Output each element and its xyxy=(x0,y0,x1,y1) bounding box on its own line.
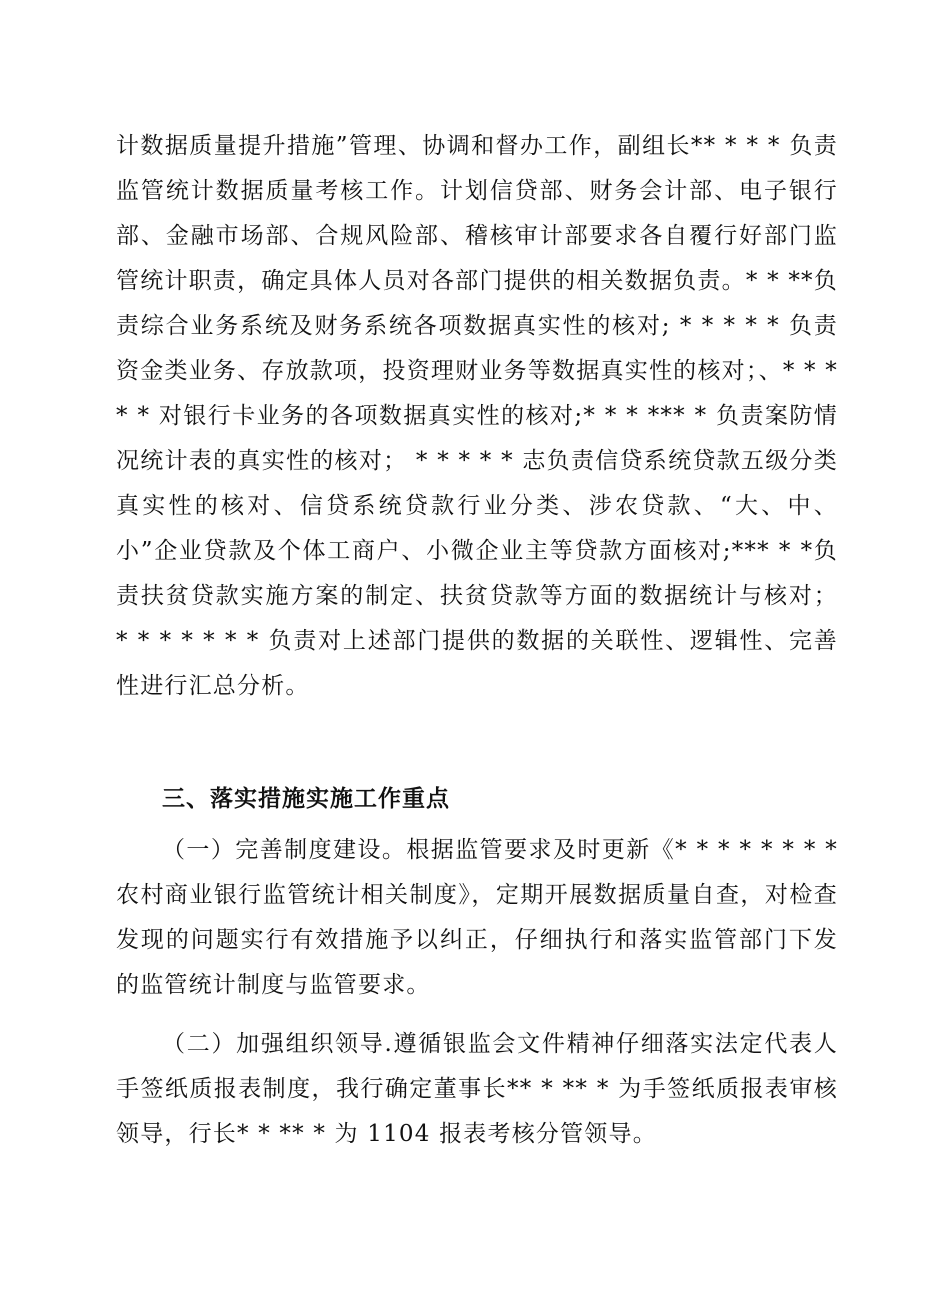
section-heading: 三、落实措施实施工作重点 xyxy=(162,786,450,812)
paragraph-item-two: （二）加强组织领导.遵循银监会文件精神仔细落实法定代表人手签纸质报表制度，我行确定董事长** * ** * 为手签纸质报表审核领导，行长* * ** * 为 1104 报表考核分管领导。 xyxy=(116,1031,838,1147)
paragraph-item-one: （一）完善制度建设。根据监管要求及时更新《* * * * * * * *农村商业银行监管统计相关制度》，定期开展数据质量自查，对检查发现的问题实行有效措施予以纠正，仔细执行和落实监管部门下发的监管统计制度与监管要求。 xyxy=(116,837,838,998)
paragraph-responsibilities: 计数据质量提升措施”管理、协调和督办工作，副组长** * * * 负责监管统计数据质量考核工作。计划信贷部、财务会计部、电子银行部、金融市场部、合规风险部、稽核审计部要求各自覆行好部门监管统计职责，确定具体人员对各部门提供的相关数据负责。* * **负责综合业务系统及财务系统各项数据真实性的核对; * * * * * 负责资金类业务、存放款项，投资理财业务等数据真实性的核对；、* * * * * 对银行卡业务的各项数据真实性的核对;* * * *** * 负责案防情况统计表的真实性的核对； * * * * * 志负责信贷系统贷款五级分类真实性的核对、信贷系统贷款行业分类、涉农贷款、“大、中、小”企业贷款及个体工商户、小微企业主等贷款方面核对;*** * *负责扶贫贷款实施方案的制定、扶贫贷款等方面的数据统计与核对； * * * * * * * 负责对上述部门提供的数据的关联性、逻辑性、完善性进行汇总分析。 xyxy=(116,133,838,699)
